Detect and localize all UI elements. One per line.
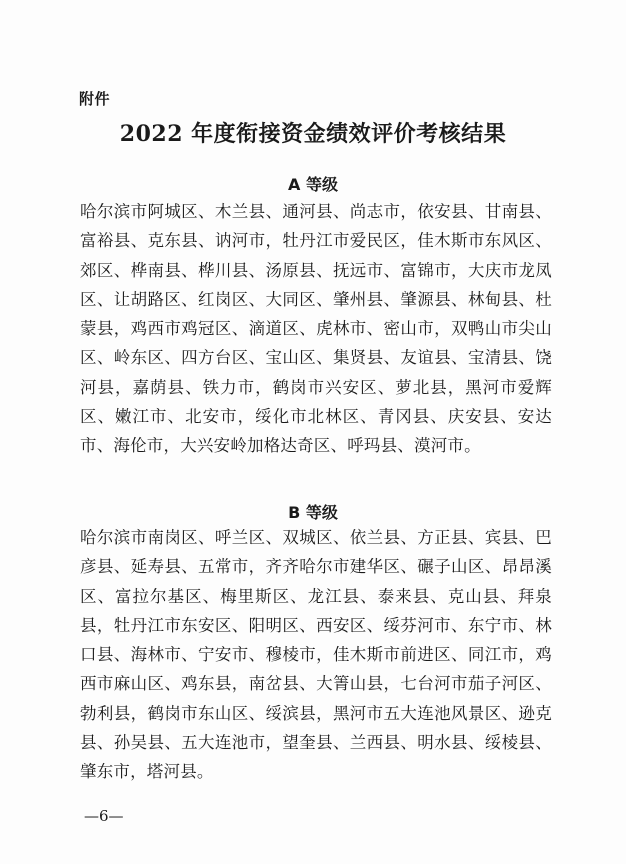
grade-b-list: 哈尔滨市南岗区、呼兰区、双城区、依兰县、方正县、宾县、巴彦县、延寿县、五常市，齐齐哈尔市建华区、碾子山区、昂昂溪区、富拉尔基区、梅里斯区、龙江县、泰来县、克山县、拜泉县，牡丹江市东安区、阳明区、西安区、绥芬河市、东宁市、林口县、海林市、宁安市、穆棱市，佳木斯市前进区、同江市，鸡西市麻山区、鸡东县，南岔县、大箐山县，七台河市茄子河区、勃利县，鹤岗市东山区、绥滨县，黑河市五大连池风景区、逊克县、孙吴县、五大连池市，望奎县、兰西县、明水县、绥棱县、肇东市，塔河县。 <box>80 528 552 782</box>
document-title: 2022 年度衔接资金绩效评价考核结果 <box>119 121 507 147</box>
page-number: —6— <box>84 807 124 825</box>
grade-b-heading: B 等级 <box>288 503 338 522</box>
grade-a-list: 哈尔滨市阿城区、木兰县、通河县、尚志市，依安县、甘南县、富裕县、克东县、讷河市，牡丹江市爱民区，佳木斯市东风区、郊区、桦南县、桦川县、汤原县、抚远市、富锦市，大庆市龙凤区、让胡路区、红岗区、大同区、肇州县、肇源县、林甸县、杜蒙县，鸡西市鸡冠区、滴道区、虎林市、密山市，双鸭山市尖山区、岭东区、四方台区、宝山区、集贤县、友谊县、宝清县、饶河县，嘉荫县、铁力市，鹤岗市兴安区、萝北县，黑河市爱辉区、嫩江市、北安市，绥化市北林区、青冈县、庆安县、安达市、海伦市，大兴安岭加格达奇区、呼玛县、漠河市。 <box>80 202 552 456</box>
attachment-label: 附件 <box>79 90 111 108</box>
grade-a-heading: A 等级 <box>288 175 338 194</box>
